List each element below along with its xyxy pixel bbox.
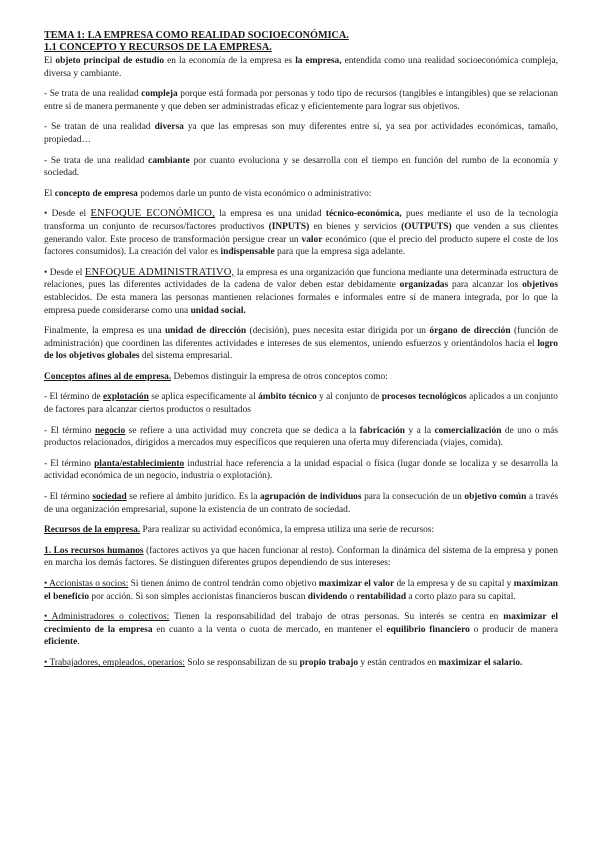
cambiante-paragraph: - Se trata de una realidad cambiante por cuanto evoluciona y se desarrolla con el tiempo en función del rumbo de la economía y sociedad. (44, 155, 558, 179)
explotacion-paragraph: - El término de explotación se aplica específicamente al ámbito técnico y al conjunto de procesos tecnológicos aplicados a un conjunto de factores para alcanzar ciertos productos o resultados (44, 392, 558, 416)
recursos-humanos-paragraph: 1. Los recursos humanos (factores activos ya que hacen funcionar al resto). Conforman la dinámica del sistema de la empresa y ponen en marcha los demás factores. Se distinguen diferentes grupos dependiendo de sus intereses: (44, 545, 558, 569)
sociedad-paragraph: - El término sociedad se refiere al ámbito jurídico. Es la agrupación de individuos para la consecución de un objetivo común a través de una organización empresarial, supone la existencia de un contrato de sociedad. (44, 492, 559, 515)
unidad-direccion-paragraph: Finalmente, la empresa es una unidad de dirección (decisión), pues necesita estar dirigida por un órgano de dirección (función de administración) que coordinen las diferentes actividades e intereses de sus elementos, uniendo esfuerzos y orientándolos hacia el logro de los objetivos globales del sistema empresarial. (44, 326, 559, 362)
negocio-paragraph: - El término negocio se refiere a una actividad muy concreta que se dedica a la fabricación y a la comercialización de uno o más productos relacionados, dirigidos a mercados muy específicos que requieren una oferta muy diferenciada (viajes, comida). (44, 425, 558, 449)
section-heading: 1.1 CONCEPTO Y RECURSOS DE LA EMPRESA. (44, 42, 272, 53)
recursos-paragraph: Recursos de la empresa. Para realizar su actividad económica, la empresa utiliza una serie de recursos: (44, 525, 435, 536)
planta-paragraph: - El término planta/establecimiento industrial hace referencia a la unidad espacial o física (lugar donde se localiza y se desarrolla la actividad económica de un negocio, industria o explotación). (44, 458, 558, 482)
document-page (44, 30, 558, 678)
accionistas-paragraph: • Accionistas o socios: Si tienen ánimo de control tendrán como objetivo maximizar el valor de la empresa y de su capital y maximizan el beneficio por acción. Si son simples accionistas financieros buscan dividendo o rentabilidad a corto plazo para su capital. (44, 579, 558, 602)
trabajadores-paragraph: • Trabajadores, empleados, operarios: Solo se responsabilizan de su propio trabajo y están centrados en maximizar el salario. (44, 657, 523, 668)
enfoque-economico-paragraph: • Desde el ENFOQUE ECONÓMICO, la empresa es una unidad técnico-económica, pues mediante el uso de la tecnología transforma un conjunto de recursos/factores productivos (INPUTS) en bienes y servicios (OUTPUTS) que venden a sus clientes generando valor. Este proceso de transformación persigue crear un valor económico (que el precio del producto supere el coste de los factores consumidos). La creación del valor es indispensable para que la empresa siga adelante. (44, 208, 559, 258)
compleja-paragraph: - Se trata de una realidad compleja porque está formada por personas y todo tipo de recursos (tangibles e intangibles) que se relacionan entre sí de manera permanente y que deben ser administradas eficaz y eficientemente para lograr sus objetivos. (44, 89, 558, 112)
concepto-paragraph: El concepto de empresa podemos darle un punto de vista económico o administrativo: (44, 188, 372, 199)
document-title: TEMA 1: LA EMPRESA COMO REALIDAD SOCIOECONÓMICA. (44, 30, 349, 41)
administradores-paragraph: • Administradores o colectivos: Tienen la responsabilidad del trabajo de otras personas. Su interés se centra en maximizar el crecimiento de la empresa en cuanto a la venta o cuota de mercado, en mantener el equilibrio financiero o producir de manera eficiente. (44, 612, 558, 648)
intro-paragraph: El objeto principal de estudio en la economía de la empresa es la empresa, entendida como una realidad socioeconómica compleja, diversa y cambiante. (44, 56, 558, 79)
diversa-paragraph: - Se tratan de una realidad diversa ya que las empresas son muy diferentes entre sí, ya sea por actividades económicas, tamaño, propiedad… (44, 122, 558, 145)
conceptos-afines-paragraph: Conceptos afines al de empresa. Debemos distinguir la empresa de otros conceptos como: (44, 371, 388, 382)
enfoque-administrativo-paragraph: • Desde el ENFOQUE ADMINISTRATIVO, la empresa es una organización que funciona mediante una determinada estructura de relaciones, pues las diferentes actividades de la cadena de valor deben estar debidamente organizadas para alcanzar los objetivos establecidos. De esta manera las personas mantienen relaciones formales e informales entre sí de manera integrada, por lo que la empresa puede considerarse como una unidad social. (44, 266, 559, 316)
